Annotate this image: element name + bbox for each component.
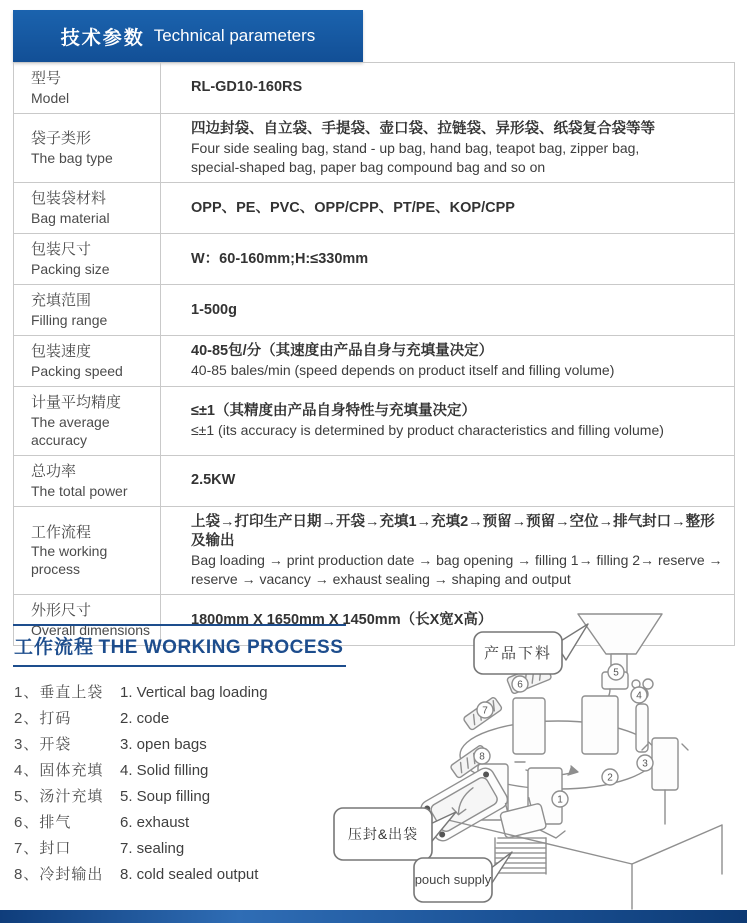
row-label-zh: 计量平均精度: [31, 394, 122, 412]
process-step: [14, 840, 268, 857]
row-value: [161, 336, 734, 386]
row-label-en: Overall dimensions: [31, 621, 151, 638]
table-row: [14, 63, 734, 114]
process-step-en: 3. open bags: [120, 736, 207, 753]
station3-bag-icon: [642, 738, 688, 824]
row-value-line: 2.5KW: [191, 472, 236, 489]
row-label-en: Filling range: [31, 311, 108, 328]
process-step-en: 4. Solid filling: [120, 762, 209, 779]
process-step-en: 6. exhaust: [120, 814, 190, 831]
row-value-line: 1800mm X 1650mm X 1450mm（长X宽X高）: [191, 611, 493, 628]
process-step-en: 5. Soup filling: [120, 788, 211, 805]
process-step-zh: 1、垂直上袋: [14, 684, 104, 701]
row-label-zh: 外形尺寸: [31, 602, 92, 620]
process-step-en: 7. sealing: [120, 840, 185, 857]
process-step-en: 2. code: [120, 710, 170, 727]
process-step: [14, 814, 268, 831]
row-label-zh: 总功率: [31, 463, 77, 481]
technical-parameters-banner: [13, 10, 363, 62]
working-process-heading-en: THE WORKING PROCESS: [98, 637, 344, 658]
process-step-zh: 8、冷封输出: [14, 866, 104, 883]
row-value-line: 1-500g: [191, 301, 237, 318]
process-step-zh: 5、汤汁充填: [14, 788, 104, 805]
row-label-zh: 充填范围: [31, 292, 92, 310]
row-label-en: The total power: [31, 482, 128, 499]
row-label-zh: 包装袋材料: [31, 190, 107, 208]
bottom-accent-bar: [0, 910, 747, 923]
station-number: 6: [517, 679, 523, 691]
table-row: [14, 114, 734, 183]
process-step: [14, 736, 268, 753]
banner-title-zh: 技术参数: [60, 27, 145, 49]
row-label-en: The average accuracy: [31, 413, 110, 448]
row-value-line: Bag loading → print production date → bag opening → filling 1→ filling 2→ reserve →: [191, 552, 723, 569]
row-value-line: W：60-160mm;H:≤330mm: [191, 250, 369, 267]
row-value-line: special-shaped bag, paper bag compound bag and so on: [191, 158, 546, 175]
row-label-en: The bag type: [31, 149, 113, 166]
working-process-heading: [13, 624, 346, 667]
bubble-product-feed: [474, 624, 588, 674]
row-value-line: 40-85包/分（其速度由产品自身与充填量决定）: [191, 343, 494, 360]
row-label-zh: 包装尺寸: [31, 241, 92, 259]
table-row: [14, 285, 734, 336]
row-value: [161, 456, 734, 506]
table-row: [14, 183, 734, 234]
station-number: 8: [479, 751, 485, 763]
process-step-zh: 2、打码: [14, 710, 72, 727]
parameters-table: [13, 62, 735, 646]
bubble-seal-out-label: 压封&出袋: [347, 826, 419, 842]
station5-bag-icon: [582, 696, 618, 754]
process-step: [14, 788, 268, 805]
station-number: 3: [642, 758, 648, 770]
row-label: [14, 183, 161, 233]
process-step-zh: 6、排气: [14, 814, 72, 831]
table-row: [14, 234, 734, 285]
row-label: [14, 285, 161, 335]
process-step-en: 1. Vertical bag loading: [120, 684, 268, 701]
process-steps-list: [14, 684, 268, 892]
station-number: 4: [636, 690, 642, 702]
bubble-product-feed-label: 产品下料: [483, 645, 553, 662]
process-step: [14, 866, 268, 883]
row-value-line: RL-GD10-160RS: [191, 79, 303, 96]
process-step-zh: 7、封口: [14, 840, 72, 857]
process-step: [14, 710, 268, 727]
process-step-zh: 3、开袋: [14, 736, 72, 753]
table-row: [14, 336, 734, 387]
row-label: [14, 63, 161, 113]
row-value: [161, 183, 734, 233]
row-value: [161, 234, 734, 284]
row-value-line: 四边封袋、自立袋、手提袋、壶口袋、拉链袋、异形袋、纸袋复合袋等等: [191, 121, 655, 137]
machine-diagram: [330, 612, 747, 912]
row-label: [14, 387, 161, 455]
process-step-en: 8. cold sealed output: [120, 866, 259, 883]
banner-title-en: Technical parameters: [153, 26, 316, 45]
row-value-line: Four side sealing bag, stand - up bag, hand bag, teapot bag, zipper bag,: [191, 140, 640, 157]
row-label: [14, 114, 161, 182]
bubble-pouch-supply: [414, 852, 512, 902]
row-value-line: 40-85 bales/min (speed depends on product itself and filling volume): [191, 362, 615, 379]
row-label-zh: 型号: [31, 70, 62, 88]
row-label-en: Packing speed: [31, 362, 123, 379]
station-number: 2: [607, 772, 613, 784]
row-value-line: 上袋→打印生产日期→开袋→充填1→充填2→预留→预留→空位→排气封口→整形及输出: [191, 513, 715, 550]
row-label-en: Bag material: [31, 209, 110, 226]
row-label-en: The working process: [31, 543, 108, 578]
row-value: [161, 63, 734, 113]
row-value: [161, 387, 734, 455]
row-label: [14, 234, 161, 284]
station-number: 5: [613, 667, 619, 679]
table-row: [14, 507, 734, 595]
row-label-en: Model: [31, 89, 70, 106]
table-row: [14, 387, 734, 456]
station-number: 1: [557, 794, 563, 806]
row-label-en: Packing size: [31, 260, 110, 277]
process-step: [14, 684, 268, 701]
row-value-line: ≤±1 (its accuracy is determined by product characteristics and filling volume): [191, 422, 664, 439]
row-value: [161, 114, 734, 182]
station-number: 7: [482, 705, 488, 717]
row-label: [14, 336, 161, 386]
process-step: [14, 762, 268, 779]
row-label-zh: 包装速度: [31, 343, 92, 361]
table-row: [14, 456, 734, 507]
row-value-line: reserve → vacancy → exhaust sealing → shaping and output: [191, 570, 571, 587]
process-step-zh: 4、固体充填: [14, 762, 104, 779]
row-label: [14, 456, 161, 506]
row-value: [161, 285, 734, 335]
row-value-line: OPP、PE、PVC、OPP/CPP、PT/PE、KOP/CPP: [191, 199, 515, 216]
row-label-zh: 工作流程: [31, 523, 92, 541]
row-label-zh: 袋子类形: [31, 130, 92, 148]
row-value: [161, 507, 734, 594]
row-label: [14, 507, 161, 594]
bubble-pouch-supply-label: pouch supply: [414, 872, 492, 887]
row-value-line: ≤±1（其精度由产品自身特性与充填量决定）: [191, 403, 476, 420]
station6-bag-icon: [507, 663, 552, 754]
working-process-heading-zh: 工作流程: [14, 637, 95, 658]
